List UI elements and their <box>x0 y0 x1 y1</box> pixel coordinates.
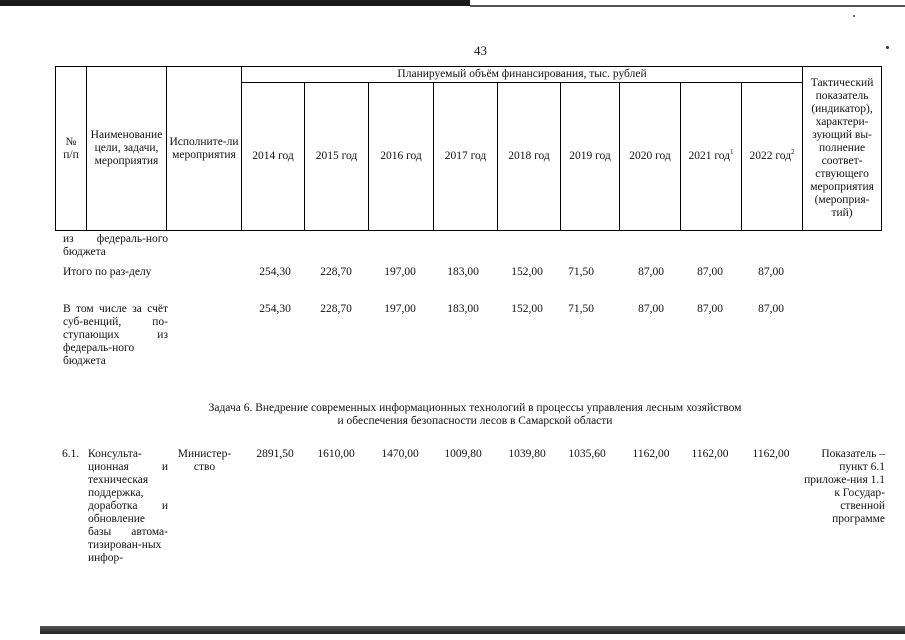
header-year-label: 2020 год <box>629 150 671 162</box>
item-6-1-value: 1610,00 <box>317 448 355 460</box>
scan-border-top <box>0 0 470 6</box>
header-year <box>242 83 305 231</box>
row-subsidy-value: 87,00 <box>697 303 723 315</box>
header-number-text: № п/п <box>63 135 79 161</box>
row-total-value: 87,00 <box>758 266 784 278</box>
row-subsidy-value: 87,00 <box>758 303 784 315</box>
row-total-value: 183,00 <box>447 266 479 278</box>
item-6-1-number: 6.1. <box>62 448 80 460</box>
row-total-value: 197,00 <box>384 266 416 278</box>
row-carry-name: из федераль-ного бюджета <box>63 233 168 258</box>
row-subsidy-name: В том числе за счёт суб-венций, по-ступающих из федераль-ного бюджета <box>63 303 168 367</box>
row-total-value: 152,00 <box>511 266 543 278</box>
row-total-value: 71,50 <box>568 266 594 278</box>
header-year-label: 2022 год <box>749 150 792 162</box>
scan-border-bottom <box>40 626 905 634</box>
item-6-1-value: 1009,80 <box>444 448 482 460</box>
task-6-heading <box>160 402 790 428</box>
header-year <box>681 83 742 231</box>
header-number <box>56 67 87 231</box>
item-6-1-indicator: Показатель – пункт 6.1 приложе-ния 1.1 к Государ-ственной программе <box>804 448 885 525</box>
item-6-1-value: 2891,50 <box>256 448 294 460</box>
item-6-1-value: 1162,00 <box>752 448 790 460</box>
row-total-value: 228,70 <box>320 266 352 278</box>
header-year-label: 2015 год <box>315 150 358 162</box>
row-total-value: 87,00 <box>697 266 723 278</box>
footnote-mark: 1 <box>730 148 734 157</box>
row-total-value: 254,30 <box>259 266 291 278</box>
row-total-value: 87,00 <box>638 266 664 278</box>
header-year <box>498 83 561 231</box>
scan-speck <box>853 15 855 17</box>
header-funding-text: Планируемый объём финансирования, тыс. рублей <box>397 68 647 80</box>
header-year-label: 2017 год <box>444 150 487 162</box>
header-indicator-text: Тактический показатель (индикатор), характери-зующий вы-полнение соответ-ствующего мероприятия (мероприя-тий) <box>810 77 874 219</box>
task-6-line-2: и обеспечения безопасности лесов в Самарской области <box>337 415 613 427</box>
header-funding <box>242 67 803 83</box>
header-executor-text: Исполните-ли мероприятия <box>169 135 239 161</box>
header-year <box>742 83 803 231</box>
header-year <box>369 83 434 231</box>
scan-speck <box>886 46 889 49</box>
header-year <box>620 83 681 231</box>
footnote-mark: 2 <box>791 148 795 157</box>
item-6-1-value: 1470,00 <box>381 448 419 460</box>
scan-border-top-line <box>470 5 905 7</box>
header-executor <box>167 67 242 231</box>
item-6-1-value: 1035,60 <box>568 448 606 460</box>
header-year-label: 2019 год <box>569 150 611 162</box>
funding-table-header <box>55 66 882 231</box>
row-subsidy-value: 254,30 <box>259 303 291 315</box>
header-year <box>434 83 498 231</box>
row-subsidy-value: 197,00 <box>384 303 416 315</box>
header-year-label: 2018 год <box>508 150 550 162</box>
header-year <box>561 83 620 231</box>
row-total-name: Итого по раз-делу <box>63 266 152 278</box>
row-subsidy-value: 183,00 <box>447 303 479 315</box>
header-name <box>87 67 167 231</box>
row-subsidy-value: 87,00 <box>638 303 664 315</box>
item-6-1-value: 1162,00 <box>691 448 729 460</box>
row-subsidy-value: 71,50 <box>568 303 594 315</box>
row-subsidy-value: 152,00 <box>511 303 543 315</box>
header-year <box>305 83 369 231</box>
header-name-text: Наименование цели, задачи, мероприятия <box>90 129 163 167</box>
task-6-line-1: Задача 6. Внедрение современных информационных технологий в процессы управления лесным хозяйством <box>208 402 742 414</box>
item-6-1-executor: Министер-ство <box>177 448 232 473</box>
header-year-label: 2014 год <box>252 150 294 162</box>
row-subsidy-value: 228,70 <box>320 303 352 315</box>
item-6-1-value: 1162,00 <box>632 448 670 460</box>
header-year-label: 2016 год <box>380 150 422 162</box>
header-year-label: 2021 год <box>688 150 731 162</box>
page-number: 43 <box>474 43 487 58</box>
item-6-1-value: 1039,80 <box>508 448 546 460</box>
header-indicator <box>803 67 882 231</box>
item-6-1-name: Консульта-ционная и техническая поддержка, доработка и обновление базы автома-тизирован-ных инфор- <box>88 448 168 564</box>
